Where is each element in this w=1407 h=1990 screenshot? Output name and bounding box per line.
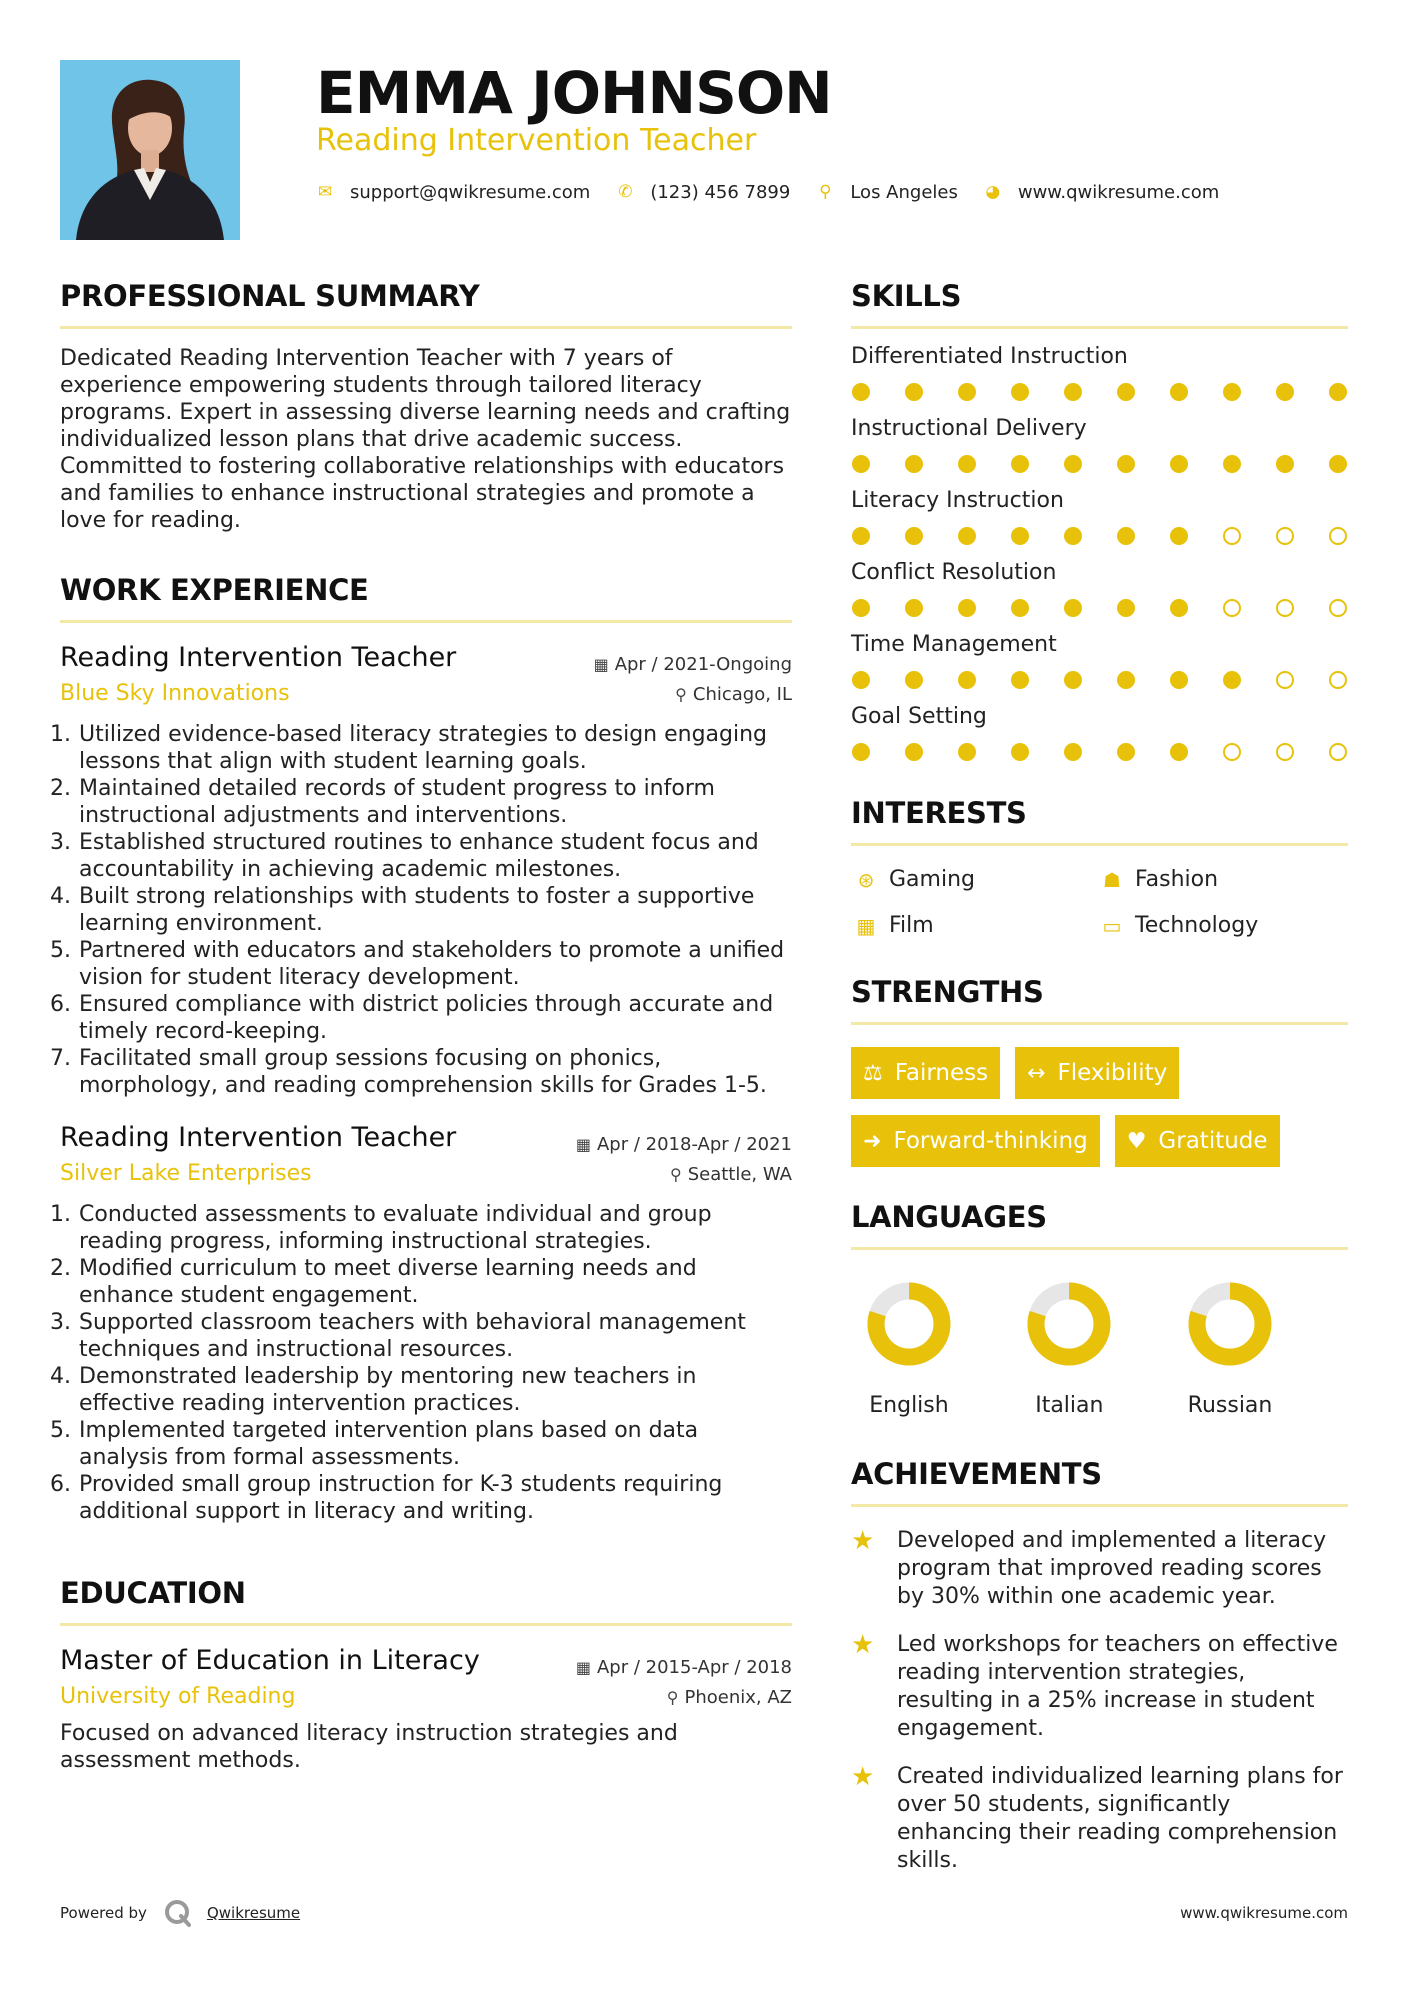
job-entry	[60, 1121, 792, 1525]
section-title: PROFESSIONAL SUMMARY	[60, 279, 480, 313]
language-name: Italian	[1035, 1393, 1104, 1418]
globe-icon: ◕	[985, 182, 1001, 202]
skill-name: Instructional Delivery	[851, 416, 1087, 441]
strength-tag	[851, 1115, 1100, 1167]
rating-dot-filled	[852, 743, 870, 761]
skill-rating	[851, 455, 1348, 473]
strength-label: Forward-thinking	[893, 1128, 1088, 1154]
summary-section	[60, 270, 792, 534]
achievement-text: Created individualized learning plans for over 50 students, significantly enhancing their reading comprehension skills.	[897, 1764, 1343, 1873]
rating-dot-empty	[1329, 599, 1347, 617]
footer-powered-by	[60, 1898, 300, 1928]
rating-dot-empty	[1223, 743, 1241, 761]
contact-phone[interactable]: (123) 456 7899	[650, 181, 791, 203]
job-date: ▦ Apr / 2021-Ongoing	[593, 654, 792, 675]
section-divider	[851, 1504, 1348, 1507]
rating-dot-filled	[1170, 671, 1188, 689]
skill-rating	[851, 743, 1348, 761]
rating-dot-filled	[1064, 383, 1082, 401]
strength-label: Fairness	[894, 1060, 989, 1086]
job-date: ▦ Apr / 2018-Apr / 2021	[575, 1134, 792, 1155]
section-title: ACHIEVEMENTS	[851, 1457, 1102, 1491]
list-item: 6. Provided small group instruction for K-3 students requiring additional support in literacy and writing.	[78, 1471, 792, 1525]
skill-name: Differentiated Instruction	[851, 344, 1128, 369]
rating-dot-filled	[1117, 743, 1135, 761]
shopping-bag-icon: ☗	[1103, 868, 1121, 892]
language-name: English	[869, 1393, 949, 1418]
pushpin-icon: ⚲	[675, 684, 687, 704]
rating-dot-empty	[1329, 671, 1347, 689]
job-location: ⚲ Chicago, IL	[675, 683, 792, 705]
interests-section	[851, 787, 1348, 940]
rating-dot-empty	[1276, 527, 1294, 545]
profile-photo	[60, 60, 240, 240]
achievement-item	[851, 1763, 1348, 1875]
skill-item	[851, 415, 1348, 473]
education-text: Focused on advanced literacy instruction strategies and assessment methods.	[60, 1721, 678, 1773]
list-item: 6. Ensured compliance with district policies through accurate and timely record-keeping.	[78, 991, 792, 1045]
rating-dot-empty	[1276, 743, 1294, 761]
rating-dot-filled	[905, 455, 923, 473]
rating-dot-filled	[1011, 383, 1029, 401]
left-column	[60, 270, 792, 1774]
powered-by-label: Powered by	[60, 1904, 147, 1922]
location-pin-icon: ⚲	[819, 182, 832, 202]
list-item: 5. Partnered with educators and stakeholders to promote a unified vision for student literacy development.	[78, 937, 792, 991]
rating-dot-filled	[1011, 455, 1029, 473]
heart-icon: ♥	[1126, 1128, 1147, 1154]
star-icon: ★	[851, 1630, 875, 1660]
section-title: LANGUAGES	[851, 1200, 1047, 1234]
star-icon: ★	[851, 1526, 875, 1556]
rating-dot-empty	[1329, 743, 1347, 761]
list-item: 2. Modified curriculum to meet diverse learning needs and enhance student engagement.	[78, 1255, 792, 1309]
strength-label: Flexibility	[1057, 1060, 1168, 1086]
contact-website[interactable]: www.qwikresume.com	[1017, 181, 1220, 203]
skill-rating	[851, 599, 1348, 617]
rating-dot-filled	[1064, 671, 1082, 689]
right-column	[851, 270, 1348, 1875]
rating-dot-filled	[905, 671, 923, 689]
experience-section	[60, 564, 792, 1525]
education-section	[60, 1567, 792, 1774]
rating-dot-filled	[852, 671, 870, 689]
language-name: Russian	[1187, 1393, 1273, 1418]
list-item: 2. Maintained detailed records of student progress to inform instructional adjustments and interventions.	[78, 775, 792, 829]
skill-name: Conflict Resolution	[851, 560, 1057, 585]
interest-item	[1097, 866, 1337, 894]
interest-item	[851, 866, 1097, 894]
summary-text: Dedicated Reading Intervention Teacher with 7 years of experience empowering students through tailored literacy programs. Expert in assessing diverse learning needs and crafting individualized lesson plans that drive academic success. Committed to fostering collaborative relationships with educators and families to enhance instructional strategies and promote a love for reading.	[60, 346, 791, 533]
skills-list	[851, 343, 1348, 761]
section-title: INTERESTS	[851, 796, 1027, 830]
laptop-icon: ▭	[1102, 914, 1122, 938]
rating-dot-empty	[1276, 671, 1294, 689]
envelope-icon: ✉	[317, 182, 333, 202]
section-divider	[851, 1022, 1348, 1025]
company-name: Silver Lake Enterprises	[60, 1161, 312, 1186]
qwikresume-link[interactable]: Qwikresume	[206, 1904, 301, 1922]
school-name: University of Reading	[60, 1684, 296, 1709]
achievement-text: Developed and implemented a literacy program that improved reading scores by 30% within one academic year.	[897, 1528, 1327, 1609]
language-item	[1027, 1282, 1187, 1420]
skill-name: Time Management	[851, 632, 1057, 657]
skill-name: Goal Setting	[851, 704, 987, 729]
job-bullets	[60, 721, 792, 1099]
rating-dot-filled	[1170, 599, 1188, 617]
list-item: 1. Conducted assessments to evaluate individual and group reading progress, informing instructional strategies.	[78, 1201, 792, 1255]
skill-item	[851, 343, 1348, 401]
company-name: Blue Sky Innovations	[60, 681, 290, 706]
language-ring	[867, 1282, 951, 1366]
calendar-icon: ▦	[575, 1658, 591, 1677]
rating-dot-filled	[905, 527, 923, 545]
rating-dot-filled	[1223, 671, 1241, 689]
rating-dot-empty	[1329, 527, 1347, 545]
rating-dot-filled	[852, 455, 870, 473]
interest-item	[1097, 912, 1337, 940]
rating-dot-filled	[852, 383, 870, 401]
language-ring	[1027, 1282, 1111, 1366]
interest-label: Film	[889, 913, 934, 938]
rating-dot-filled	[1276, 455, 1294, 473]
list-item: 7. Facilitated small group sessions focusing on phonics, morphology, and reading comprehension skills for Grades 1-5.	[78, 1045, 792, 1099]
achievement-item	[851, 1527, 1348, 1611]
job-title: Reading Intervention Teacher	[60, 642, 457, 673]
rating-dot-filled	[958, 743, 976, 761]
section-divider	[851, 1247, 1348, 1250]
language-item	[867, 1282, 1027, 1420]
skill-rating	[851, 671, 1348, 689]
achievements-section	[851, 1448, 1348, 1875]
skill-item	[851, 703, 1348, 761]
strength-tag	[1015, 1047, 1179, 1099]
rating-dot-filled	[1223, 455, 1241, 473]
rating-dot-filled	[905, 743, 923, 761]
languages-section	[851, 1191, 1348, 1420]
degree-title: Master of Education in Literacy	[60, 1645, 480, 1676]
rating-dot-filled	[1117, 527, 1135, 545]
section-title: EDUCATION	[60, 1576, 246, 1610]
language-ring	[1188, 1282, 1272, 1366]
language-item	[1188, 1282, 1348, 1420]
section-title: WORK EXPERIENCE	[60, 573, 369, 607]
education-date: ▦ Apr / 2015-Apr / 2018	[575, 1657, 792, 1678]
rating-dot-filled	[1170, 455, 1188, 473]
rating-dot-filled	[905, 383, 923, 401]
interest-label: Fashion	[1135, 867, 1219, 892]
section-divider	[851, 326, 1348, 329]
person-portrait-icon	[60, 60, 240, 240]
rating-dot-filled	[958, 527, 976, 545]
rating-dot-filled	[1329, 455, 1347, 473]
rating-dot-empty	[1276, 599, 1294, 617]
balance-scale-icon: ⚖	[863, 1060, 883, 1086]
education-location: ⚲ Phoenix, AZ	[666, 1686, 792, 1708]
strength-label: Gratitude	[1158, 1128, 1268, 1154]
list-item: 4. Demonstrated leadership by mentoring new teachers in effective reading intervention practices.	[78, 1363, 792, 1417]
section-title: SKILLS	[851, 279, 962, 313]
skills-section	[851, 270, 1348, 761]
strength-tag	[851, 1047, 1000, 1099]
rating-dot-filled	[1064, 599, 1082, 617]
candidate-name: EMMA JOHNSON	[316, 59, 832, 127]
rating-dot-empty	[1223, 599, 1241, 617]
phone-icon: ✆	[618, 182, 633, 202]
skill-item	[851, 487, 1348, 545]
rating-dot-filled	[1170, 743, 1188, 761]
rating-dot-filled	[852, 599, 870, 617]
arrow-right-icon: ➜	[863, 1128, 882, 1154]
rating-dot-filled	[958, 599, 976, 617]
rating-dot-filled	[1064, 743, 1082, 761]
skill-rating	[851, 383, 1348, 401]
rating-dot-filled	[1117, 383, 1135, 401]
skill-name: Literacy Instruction	[851, 488, 1064, 513]
calendar-icon: ▦	[575, 1135, 591, 1154]
strengths-section	[851, 966, 1348, 1167]
skill-item	[851, 631, 1348, 689]
section-divider	[851, 843, 1348, 846]
achievement-item	[851, 1631, 1348, 1743]
qwikresume-logo-icon	[163, 1898, 193, 1928]
rating-dot-filled	[1064, 455, 1082, 473]
job-title: Reading Intervention Teacher	[60, 1122, 457, 1153]
rating-dot-filled	[958, 671, 976, 689]
contact-email[interactable]: support@qwikresume.com	[350, 181, 591, 203]
section-title: STRENGTHS	[851, 975, 1044, 1009]
list-item: 5. Implemented targeted intervention plans based on data analysis from formal assessments.	[78, 1417, 792, 1471]
arrows-horizontal-icon: ↔	[1027, 1060, 1046, 1086]
pushpin-icon: ⚲	[669, 1164, 682, 1184]
rating-dot-filled	[1011, 527, 1029, 545]
interest-label: Technology	[1135, 913, 1259, 938]
rating-dot-filled	[1170, 527, 1188, 545]
rating-dot-filled	[1064, 527, 1082, 545]
contact-bar	[316, 178, 1245, 206]
candidate-role: Reading Intervention Teacher	[316, 123, 757, 158]
rating-dot-filled	[1276, 383, 1294, 401]
rating-dot-filled	[958, 455, 976, 473]
rating-dot-filled	[1170, 383, 1188, 401]
rating-dot-filled	[1117, 599, 1135, 617]
pushpin-icon: ⚲	[666, 1687, 679, 1707]
film-icon: ▦	[856, 914, 876, 938]
gamepad-icon: ⊛	[857, 868, 875, 892]
rating-dot-filled	[1223, 383, 1241, 401]
job-bullets	[60, 1201, 792, 1525]
list-item: 3. Established structured routines to enhance student focus and accountability in achieving academic milestones.	[78, 829, 792, 883]
section-divider	[60, 326, 792, 329]
strength-tag	[1115, 1115, 1280, 1167]
rating-dot-filled	[1329, 383, 1347, 401]
list-item: 4. Built strong relationships with students to foster a supportive learning environment.	[78, 883, 792, 937]
job-location: ⚲ Seattle, WA	[669, 1163, 792, 1185]
job-entry	[60, 641, 792, 1099]
rating-dot-filled	[1117, 455, 1135, 473]
rating-dot-filled	[958, 383, 976, 401]
rating-dot-filled	[852, 527, 870, 545]
rating-dot-filled	[1117, 671, 1135, 689]
section-divider	[60, 620, 792, 623]
contact-location: Los Angeles	[850, 181, 958, 203]
section-divider	[60, 1623, 792, 1626]
rating-dot-empty	[1223, 527, 1241, 545]
rating-dot-filled	[905, 599, 923, 617]
list-item: 1. Utilized evidence-based literacy strategies to design engaging lessons that align with student learning goals.	[78, 721, 792, 775]
list-item: 3. Supported classroom teachers with behavioral management techniques and instructional resources.	[78, 1309, 792, 1363]
achievement-text: Led workshops for teachers on effective reading intervention strategies, resulting in a 25% increase in student engagement.	[897, 1632, 1338, 1741]
rating-dot-filled	[1011, 599, 1029, 617]
skill-rating	[851, 527, 1348, 545]
interest-label: Gaming	[889, 867, 975, 892]
rating-dot-filled	[1011, 743, 1029, 761]
skill-item	[851, 559, 1348, 617]
star-icon: ★	[851, 1762, 875, 1792]
interest-item	[851, 912, 1097, 940]
calendar-icon: ▦	[593, 655, 609, 674]
footer-url[interactable]: www.qwikresume.com	[1180, 1904, 1348, 1922]
rating-dot-filled	[1011, 671, 1029, 689]
